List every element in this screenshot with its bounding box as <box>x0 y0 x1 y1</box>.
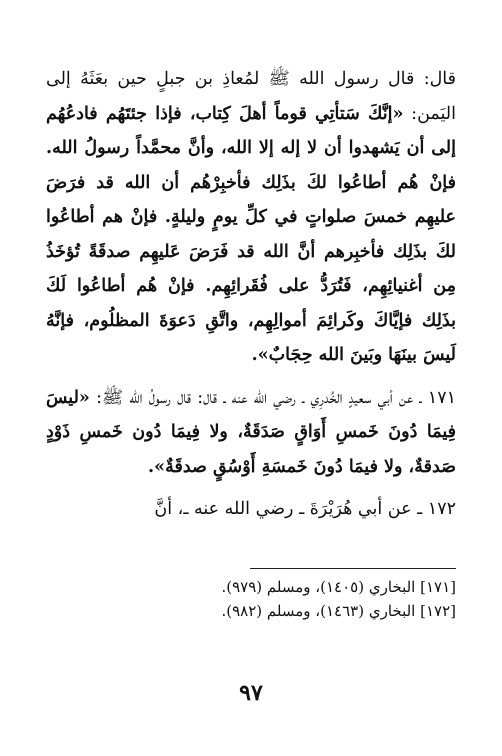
hadith-quote: «إنَّكَ سَتأتِي قوماً أهلَ كِتاب، فإذا جئتَهُم فادعُهُم إلى أن يَشهدوا أن لا إله إلا الله، وأنَّ محمَّداً رسولُ الله. فإنْ هُم أطاعُوا لكَ بذَلِك فأخبِرْهُم أن الله قد فرَضَ عليهِم خمسَ صلواتٍ في كلِّ يومٍ وليلةٍ. فإنْ هم أطاعُوا لكَ بذَلِك فأخبِرهم أنَّ الله قد فَرَضَ عَليهِم صدقَةً تُؤخَذُ مِن أغنيائِهِم، فَتُرَدُّ على فُقَرائِهِم. فإنْ هُم أطاعُوا لَكَ بذَلِك فإيَّاكَ وكَرائِمَ أموالِهِم، واتَّقِ دَعوَةَ المظلُوم، فإنَّهُ لَيسَ بينَهَا وبَينَ الله حِجَابٌ». <box>46 103 456 365</box>
narration-intro: ١٧١ ـ عن أبي سعيدٍ الخُدرِي ـ رضي الله عنه ـ قال: قال رسولُ الله ﷺ: <box>96 387 456 408</box>
hadith-quote: «ليسَ فِيمَا دُونَ خَمسِ أَوَاقٍ صَدَقَةٌ، ولا فِيمَا دُون خَمسِ ذَوْدٍ صَدقةٌ، ولا فيمَا دُونَ خَمسَةِ أَوْسُقٍ صدقَةٌ». <box>46 387 456 477</box>
footnotes <box>46 575 456 623</box>
footnote-172: [١٧٢] البخاري (١٤٦٣)، ومسلم (٩٨٢). <box>221 601 456 620</box>
paragraph-muadh <box>46 62 456 373</box>
footnote-171: [١٧١] البخاري (١٤٠٥)، ومسلم (٩٧٩). <box>221 577 456 596</box>
footnote-divider <box>250 568 456 569</box>
page-number: ٩٧ <box>239 680 263 706</box>
narration-intro: ١٧٢ ـ عن أبي هُرَيْرَةَ ـ رضي الله عنه ـ، أنَّ <box>154 499 456 519</box>
narration-intro: قال: قال رسول الله ﷺ لمُعاذِ بن جبلٍ حين بعَثَهُ إلى اليَمن: <box>46 69 456 124</box>
paragraph-hadith-172 <box>46 492 456 527</box>
hadith-text <box>46 62 456 527</box>
paragraph-hadith-171 <box>46 381 456 485</box>
